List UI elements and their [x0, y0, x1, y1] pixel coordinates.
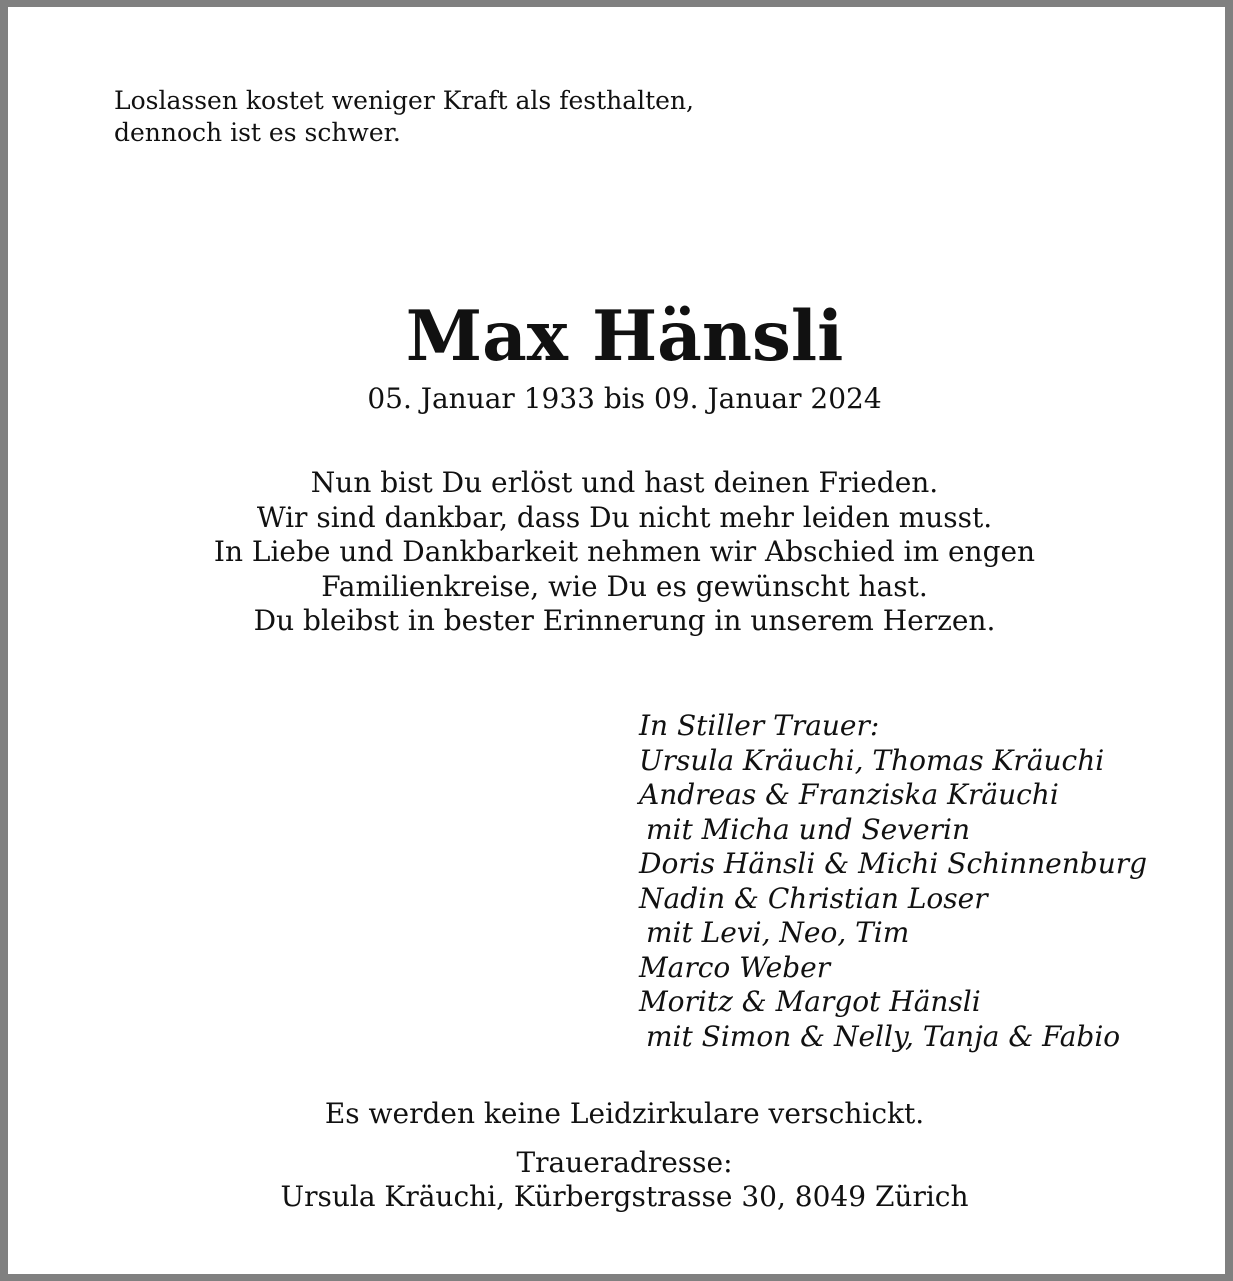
mourner-line: Andreas & Franziska Kräuchi	[639, 778, 1059, 811]
farewell-line: In Liebe und Dankbarkeit nehmen wir Abschied im engen	[213, 535, 1036, 568]
mourner-line: Ursula Kräuchi, Thomas Kräuchi	[639, 743, 1105, 777]
mourners-heading: In Stiller Trauer:	[639, 709, 880, 742]
farewell-line: Du bleibst in bester Erinnerung in unserem Herzen.	[253, 604, 996, 637]
deceased-name: Max Hänsli	[405, 296, 844, 377]
mourner-line: Doris Hänsli & Michi Schinnenburg	[639, 847, 1148, 880]
address-value: Ursula Kräuchi, Kürbergstrasse 30, 8049 Zürich	[280, 1180, 969, 1213]
mourner-line: Moritz & Margot Hänsli	[639, 985, 981, 1018]
farewell-line: Wir sind dankbar, dass Du nicht mehr leiden musst.	[256, 500, 993, 534]
mourners-list	[639, 709, 1147, 1054]
mourning-address	[8, 1146, 1233, 1214]
motto-quote	[114, 85, 694, 149]
mourner-line: Marco Weber	[639, 950, 831, 984]
farewell-line: Nun bist Du erlöst und hast deinen Frieden.	[310, 466, 939, 499]
no-circulars-note: Es werden keine Leidzirkulare verschickt.	[324, 1097, 925, 1130]
farewell-line: Familienkreise, wie Du es gewünscht hast.	[321, 569, 928, 603]
mourner-line: Nadin & Christian Loser	[639, 881, 988, 915]
mourner-line: mit Levi, Neo, Tim	[646, 916, 910, 949]
life-dates: 05. Januar 1933 bis 09. Januar 2024	[367, 382, 882, 415]
mourner-line: mit Micha und Severin	[646, 812, 970, 846]
motto-line: Loslassen kostet weniger Kraft als festhalten,	[114, 86, 695, 115]
address-label: Traueradresse:	[516, 1146, 733, 1179]
mourner-line: mit Simon & Nelly, Tanja & Fabio	[646, 1019, 1121, 1053]
farewell-text	[8, 466, 1233, 639]
motto-line: dennoch ist es schwer.	[114, 118, 401, 147]
